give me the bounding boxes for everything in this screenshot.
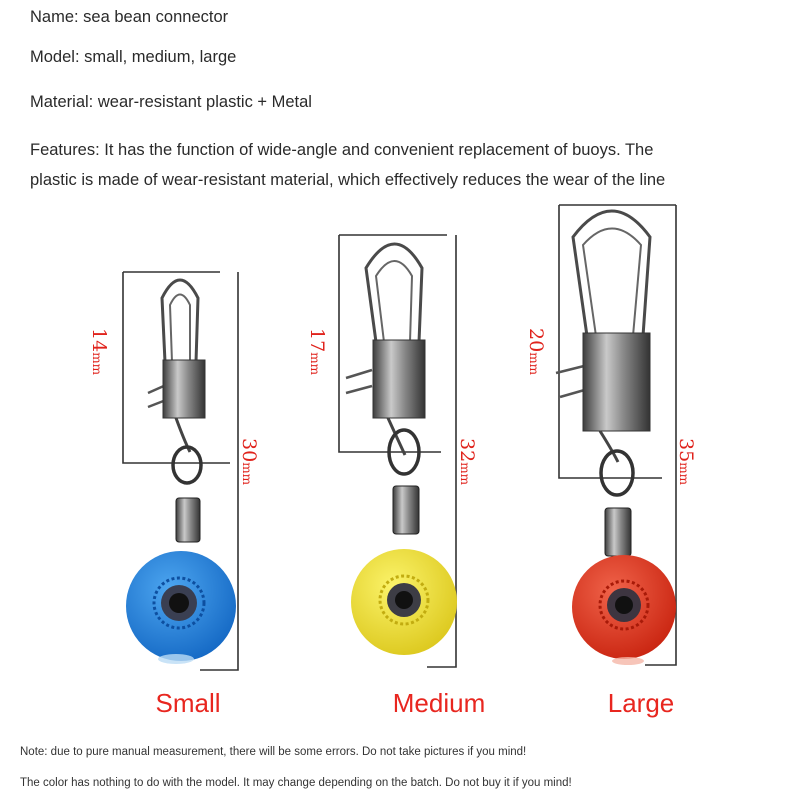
- size-label-small: Small: [155, 688, 221, 718]
- size-label-large: Large: [607, 688, 675, 718]
- medium-connector: [339, 235, 457, 667]
- size-label-medium: Medium: [392, 688, 486, 718]
- small-total-length: 30mm: [238, 438, 260, 485]
- medium-clip-length: 17mm: [306, 328, 328, 375]
- spec-model: Model: small, medium, large: [30, 48, 237, 66]
- color-note: The color has nothing to do with the model. It may change depending on the batch. Do not buy it if you mind!: [20, 777, 572, 789]
- small-connector: [123, 272, 238, 670]
- small-clip-length: 14mm: [88, 328, 110, 375]
- large-total-length: 35mm: [675, 438, 697, 485]
- medium-total-length: 32mm: [456, 438, 478, 485]
- spec-features-line1: Features: It has the function of wide-angle and convenient replacement of buoys. The: [30, 141, 654, 159]
- measurement-note: Note: due to pure manual measurement, there will be some errors. Do not take pictures if you mind!: [20, 746, 527, 758]
- spec-name: Name: sea bean connector: [30, 8, 229, 26]
- large-connector: [556, 205, 676, 665]
- spec-features-line2: plastic is made of wear-resistant material, which effectively reduces the wear of the line: [30, 171, 666, 189]
- spec-material: Material: wear-resistant plastic + Metal: [30, 93, 312, 111]
- large-clip-length: 20mm: [525, 328, 547, 375]
